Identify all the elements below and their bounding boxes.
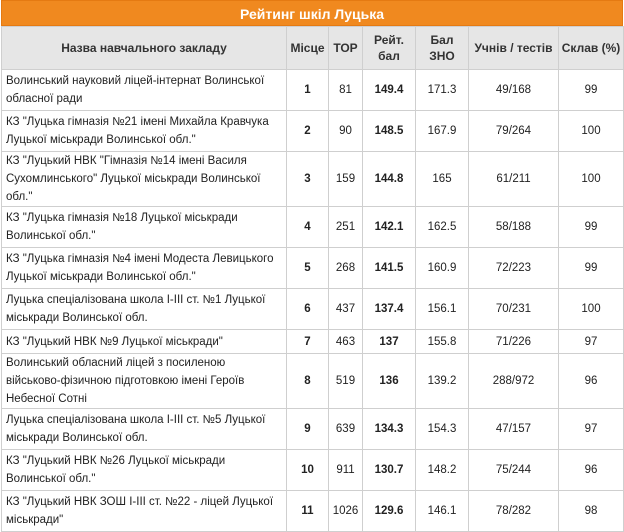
- header-passed: Склав (%): [559, 27, 624, 70]
- cell-school-name: Луцька спеціалізована школа І-ІІІ ст. №5 Луцької міськради Волинської обл.: [2, 409, 287, 450]
- header-place: Місце: [287, 27, 329, 70]
- cell-rating: 149.4: [363, 70, 416, 111]
- table-row: [2, 354, 624, 409]
- cell-rating: 141.5: [363, 248, 416, 289]
- cell-school-name: Волинський науковий ліцей-інтернат Волинської обласної ради: [2, 70, 287, 111]
- cell-zno: 156.1: [416, 289, 469, 330]
- cell-school-name: КЗ "Луцька гімназія №18 Луцької міськради Волинської обл.": [2, 207, 287, 248]
- cell-place: 1: [287, 70, 329, 111]
- header-zno: Бал ЗНО: [416, 27, 469, 70]
- header-name: Назва навчального закладу: [2, 27, 287, 70]
- cell-tests: 78/282: [469, 491, 559, 532]
- cell-passed: 100: [559, 111, 624, 152]
- cell-place: 10: [287, 450, 329, 491]
- cell-zno: 155.8: [416, 330, 469, 354]
- cell-zno: 146.1: [416, 491, 469, 532]
- cell-rating: 137.4: [363, 289, 416, 330]
- cell-tests: 49/168: [469, 70, 559, 111]
- cell-tests: 70/231: [469, 289, 559, 330]
- cell-school-name: КЗ "Луцька гімназія №21 імені Михайла Кравчука Луцької міськради Волинської обл.": [2, 111, 287, 152]
- table-row: [2, 330, 624, 354]
- cell-top: 268: [329, 248, 363, 289]
- table-row: [2, 409, 624, 450]
- cell-school-name: Волинський обласний ліцей з посиленою військово-фізичною підготовкою імені Героїв Небесної Сотні: [2, 354, 287, 409]
- cell-tests: 79/264: [469, 111, 559, 152]
- table-title: Рейтинг шкіл Луцька: [1, 0, 623, 26]
- cell-top: 463: [329, 330, 363, 354]
- header-rating: Рейт. бал: [363, 27, 416, 70]
- cell-place: 6: [287, 289, 329, 330]
- cell-passed: 99: [559, 248, 624, 289]
- cell-top: 90: [329, 111, 363, 152]
- header-row: [2, 27, 624, 70]
- cell-rating: 130.7: [363, 450, 416, 491]
- cell-tests: 58/188: [469, 207, 559, 248]
- cell-top: 437: [329, 289, 363, 330]
- cell-school-name: КЗ "Луцький НВК ЗОШ І-ІІІ ст. №22 - ліцей Луцької міськради": [2, 491, 287, 532]
- cell-place: 5: [287, 248, 329, 289]
- cell-rating: 142.1: [363, 207, 416, 248]
- cell-tests: 288/972: [469, 354, 559, 409]
- cell-passed: 99: [559, 207, 624, 248]
- table-row: [2, 111, 624, 152]
- table-row: [2, 152, 624, 207]
- cell-top: 159: [329, 152, 363, 207]
- cell-rating: 144.8: [363, 152, 416, 207]
- cell-school-name: Луцька спеціалізована школа І-ІІІ ст. №1 Луцької міськради Волинської обл.: [2, 289, 287, 330]
- cell-top: 639: [329, 409, 363, 450]
- table-row: [2, 491, 624, 532]
- cell-tests: 71/226: [469, 330, 559, 354]
- table-row: [2, 248, 624, 289]
- cell-tests: 75/244: [469, 450, 559, 491]
- cell-zno: 139.2: [416, 354, 469, 409]
- cell-tests: 47/157: [469, 409, 559, 450]
- cell-zno: 167.9: [416, 111, 469, 152]
- cell-place: 4: [287, 207, 329, 248]
- cell-passed: 99: [559, 70, 624, 111]
- cell-rating: 134.3: [363, 409, 416, 450]
- cell-tests: 72/223: [469, 248, 559, 289]
- cell-top: 519: [329, 354, 363, 409]
- cell-top: 81: [329, 70, 363, 111]
- table-row: [2, 70, 624, 111]
- cell-top: 1026: [329, 491, 363, 532]
- table-row: [2, 450, 624, 491]
- table-row: [2, 207, 624, 248]
- cell-place: 8: [287, 354, 329, 409]
- cell-tests: 61/211: [469, 152, 559, 207]
- cell-passed: 96: [559, 354, 624, 409]
- cell-passed: 97: [559, 330, 624, 354]
- cell-zno: 160.9: [416, 248, 469, 289]
- cell-place: 7: [287, 330, 329, 354]
- cell-top: 251: [329, 207, 363, 248]
- cell-zno: 154.3: [416, 409, 469, 450]
- cell-rating: 129.6: [363, 491, 416, 532]
- cell-zno: 171.3: [416, 70, 469, 111]
- cell-rating: 136: [363, 354, 416, 409]
- cell-rating: 148.5: [363, 111, 416, 152]
- cell-rating: 137: [363, 330, 416, 354]
- cell-place: 9: [287, 409, 329, 450]
- cell-passed: 100: [559, 289, 624, 330]
- cell-zno: 162.5: [416, 207, 469, 248]
- cell-top: 911: [329, 450, 363, 491]
- cell-place: 3: [287, 152, 329, 207]
- cell-place: 11: [287, 491, 329, 532]
- header-top: ТОР: [329, 27, 363, 70]
- cell-passed: 97: [559, 409, 624, 450]
- cell-school-name: КЗ "Луцька гімназія №4 імені Модеста Левицького Луцької міськради Волинської обл.": [2, 248, 287, 289]
- cell-place: 2: [287, 111, 329, 152]
- cell-passed: 98: [559, 491, 624, 532]
- ranking-table: [1, 26, 624, 532]
- cell-passed: 96: [559, 450, 624, 491]
- cell-school-name: КЗ "Луцький НВК №9 Луцької міськради": [2, 330, 287, 354]
- cell-school-name: КЗ "Луцький НВК №26 Луцької міськради Волинської обл.": [2, 450, 287, 491]
- cell-zno: 165: [416, 152, 469, 207]
- cell-passed: 100: [559, 152, 624, 207]
- table-row: [2, 289, 624, 330]
- header-tests: Учнів / тестів: [469, 27, 559, 70]
- ranking-widget: [1, 0, 623, 532]
- cell-school-name: КЗ "Луцький НВК "Гімназія №14 імені Василя Сухомлинського" Луцької міськради Волинської обл.": [2, 152, 287, 207]
- cell-zno: 148.2: [416, 450, 469, 491]
